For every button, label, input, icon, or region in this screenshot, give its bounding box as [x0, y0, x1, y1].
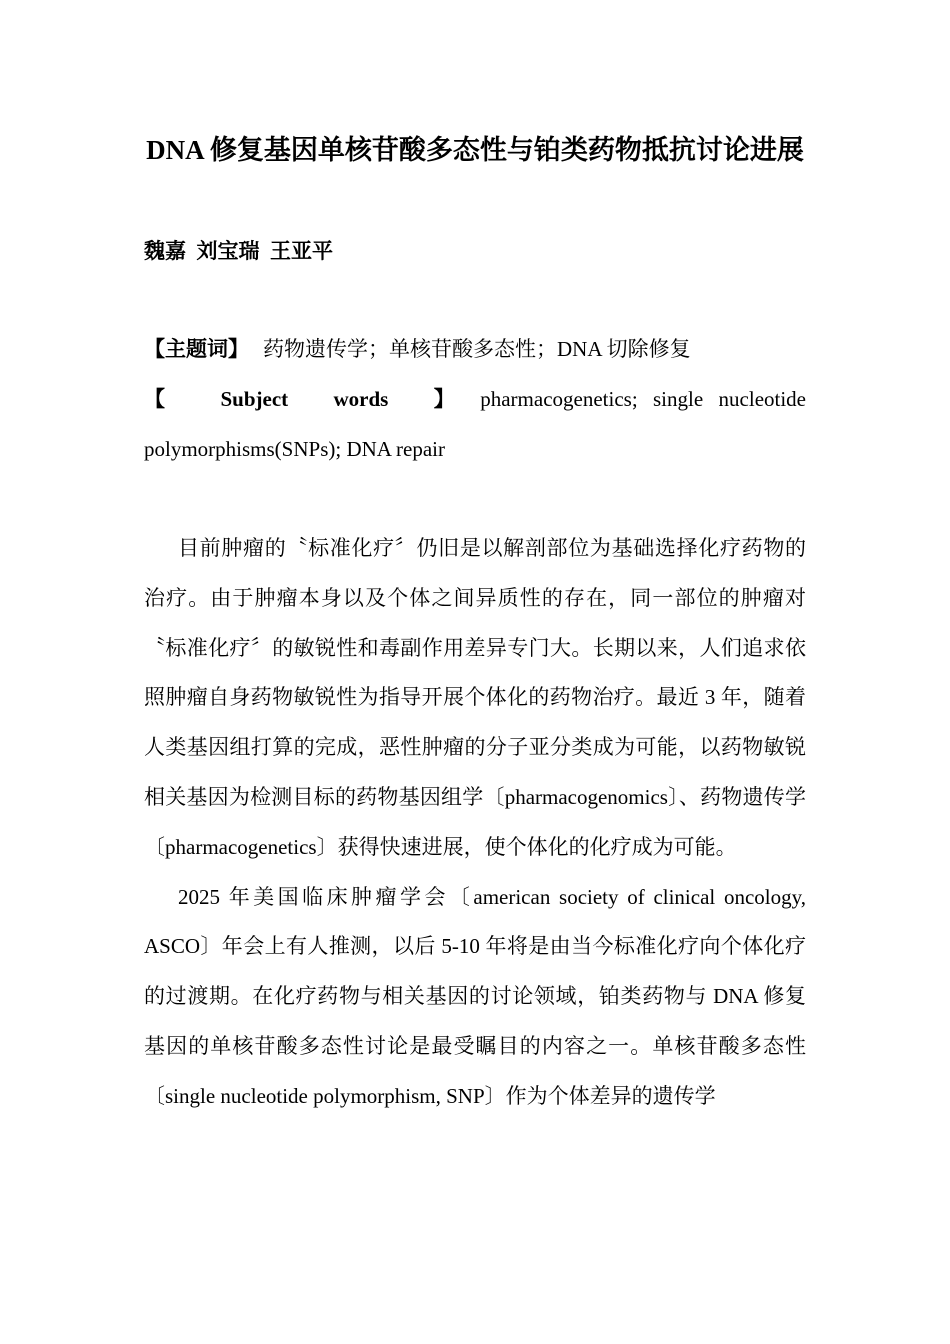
authors-line: 魏嘉 刘宝瑞 王亚平: [144, 239, 333, 263]
keywords-chinese: [144, 334, 691, 364]
document-title: DNA 修复基因单核苷酸多态性与铂类药物抵抗讨论进展: [146, 135, 804, 165]
body-text: [144, 524, 806, 1122]
keywords-english: [144, 375, 806, 474]
keywords-chinese-text: 药物遗传学；单核苷酸多态性；DNA 切除修复: [263, 337, 691, 361]
keywords-english-text: pharmacogenetics; single nucleotide polymorphisms(SNPs); DNA repair: [144, 387, 807, 461]
body-paragraph-1: 目前肿瘤的〝标准化疗〞仍旧是以解剖部位为基础选择化疗药物的治疗。由于肿瘤本身以及个体之间异质性的存在，同一部位的肿瘤对〝标准化疗〞的敏锐性和毒副作用差异专门大。长期以来，人们追求依照肿瘤自身药物敏锐性为指导开展个体化的药物治疗。最近 3 年，随着人类基因组打算的完成，恶性肿瘤的分子亚分类成为可能，以药物敏锐相关基因为检测目标的药物基因组学〔pharmacogenomics〕、药物遗传学〔pharmacogenetics〕获得快速进展，使个体化的化疗成为可能。: [144, 536, 806, 859]
keywords-english-label: 【 Subject words 】: [144, 387, 465, 411]
body-paragraph-2: 2025 年美国临床肿瘤学会〔american society of clinical oncology, ASCO〕年会上有人推测，以后 5-10 年将是由当今标准化疗向个体化疗的过渡期。在化疗药物与相关基因的讨论领域，铂类药物与 DNA 修复基因的单核苷酸多态性讨论是最受瞩目的内容之一。单核苷酸多态性〔single nucleotide polymorphism, SNP〕作为个体差异的遗传学: [144, 884, 806, 1108]
keywords-chinese-label: 【主题词】: [144, 337, 249, 361]
